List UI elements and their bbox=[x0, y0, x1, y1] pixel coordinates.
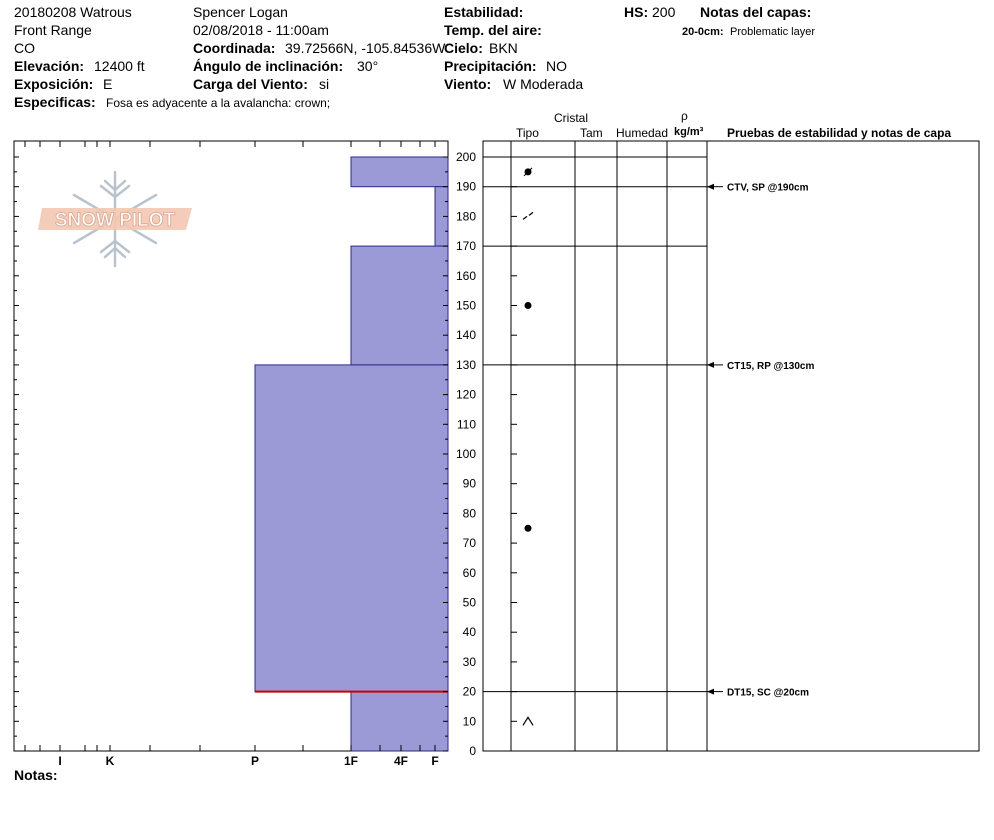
density-rho-header: ρ bbox=[681, 109, 688, 123]
snow-height-value: 200 bbox=[652, 4, 676, 20]
decomposing-fragments-icon bbox=[523, 212, 533, 219]
hardness-layer-bar bbox=[255, 365, 448, 692]
rounded-grain-icon bbox=[525, 525, 532, 532]
hardness-tick-label: P bbox=[250, 754, 260, 768]
mountain-range: Front Range bbox=[14, 22, 92, 38]
wind-load-value: si bbox=[319, 76, 330, 92]
aspect-value: E bbox=[103, 76, 113, 92]
elevation-value: 12400 ft bbox=[94, 58, 145, 74]
stability-test-label: DT15, SC @20cm bbox=[727, 687, 810, 699]
y-tick-label: 20 bbox=[462, 684, 476, 699]
y-tick-label: 10 bbox=[462, 714, 476, 729]
y-tick-label: 30 bbox=[462, 654, 476, 669]
y-tick-label: 70 bbox=[462, 536, 476, 551]
stability-label: Estabilidad: bbox=[444, 4, 524, 20]
coordinate-label: Coordinada: bbox=[193, 40, 276, 56]
hardness-tick-label: F bbox=[431, 754, 439, 768]
hardness-layer-bar bbox=[351, 157, 448, 187]
y-tick-label: 0 bbox=[469, 744, 476, 758]
wind-label: Viento: bbox=[444, 76, 492, 92]
y-tick-label: 90 bbox=[462, 476, 476, 491]
density-unit-header: kg/m³ bbox=[674, 126, 704, 138]
state: CO bbox=[14, 40, 35, 56]
stability-test-label: CT15, RP @130cm bbox=[727, 360, 815, 372]
specifics-label: Especificas: bbox=[14, 94, 96, 110]
crystal-header: Cristal bbox=[554, 111, 589, 125]
y-tick-label: 50 bbox=[462, 595, 476, 610]
rounded-grain-icon bbox=[525, 302, 532, 309]
y-tick-label: 140 bbox=[455, 328, 476, 343]
rounding-faceted-grain-icon bbox=[524, 168, 532, 176]
layer-note-text: Problematic layer bbox=[730, 26, 815, 38]
y-tick-label: 80 bbox=[462, 506, 476, 521]
aspect-label: Exposición: bbox=[14, 76, 94, 92]
y-tick-label: 60 bbox=[462, 565, 476, 580]
hardness-tick-label: I bbox=[58, 754, 62, 768]
y-tick-label: 180 bbox=[455, 209, 476, 224]
observation-datetime: 02/08/2018 - 11:00am bbox=[193, 22, 329, 38]
snow-height-label: HS: bbox=[624, 4, 649, 20]
y-tick-label: 130 bbox=[455, 357, 476, 372]
stability-tests-header: Pruebas de estabilidad y notas de capa bbox=[727, 126, 952, 140]
air-temp-label: Temp. del aire: bbox=[444, 22, 542, 38]
y-tick-label: 200 bbox=[455, 150, 476, 164]
y-tick-label: 190 bbox=[455, 179, 476, 194]
y-tick-label: 110 bbox=[456, 417, 476, 432]
elevation-label: Elevación: bbox=[14, 58, 85, 74]
observer-name: Spencer Logan bbox=[193, 4, 288, 20]
hardness-layer-bar bbox=[351, 692, 448, 751]
hardness-tick-label: 4F bbox=[393, 754, 409, 768]
wind-load-label: Carga del Viento: bbox=[193, 76, 308, 92]
size-header: Tam bbox=[580, 126, 603, 140]
y-tick-label: 40 bbox=[462, 625, 476, 640]
test-arrow-icon bbox=[707, 689, 714, 695]
sky-label: Cielo: bbox=[444, 40, 483, 56]
hardness-layer-bar bbox=[351, 246, 448, 365]
wind-value: W Moderada bbox=[503, 76, 584, 92]
precipitation-label: Precipitación: bbox=[444, 58, 537, 74]
y-tick-label: 100 bbox=[455, 447, 476, 461]
stability-test-label: CTV, SP @190cm bbox=[727, 182, 809, 194]
hardness-tick-label: K bbox=[105, 754, 115, 768]
notes-label: Notas: bbox=[14, 767, 58, 783]
y-tick-label: 150 bbox=[455, 298, 476, 313]
y-tick-label: 120 bbox=[455, 387, 476, 402]
layer-notes-label: Notas del capas: bbox=[700, 4, 812, 20]
slope-angle-value: 30° bbox=[357, 58, 379, 74]
pit-title: 20180208 Watrous bbox=[14, 4, 132, 20]
type-header: Tipo bbox=[516, 126, 539, 140]
y-tick-label: 160 bbox=[455, 268, 476, 283]
test-arrow-icon bbox=[707, 184, 714, 190]
precipitation-value: NO bbox=[546, 58, 567, 74]
moisture-header: Humedad bbox=[616, 126, 669, 140]
logo-text: SNOW PILOT bbox=[54, 210, 176, 231]
coordinate-value: 39.72566N, -105.84536W bbox=[285, 40, 446, 56]
faceted-grain-icon bbox=[523, 717, 533, 725]
layer-table-frame bbox=[483, 141, 979, 751]
hardness-tick-label: 1F bbox=[343, 754, 359, 768]
layer-note-depth: 20-0cm: bbox=[682, 26, 724, 38]
sky-value: BKN bbox=[489, 40, 518, 56]
slope-angle-label: Ángulo de inclinación: bbox=[193, 58, 344, 74]
specifics-value: Fosa es adyacente a la avalancha: crown; bbox=[106, 96, 331, 110]
test-arrow-icon bbox=[707, 362, 714, 368]
y-tick-label: 170 bbox=[455, 239, 476, 254]
